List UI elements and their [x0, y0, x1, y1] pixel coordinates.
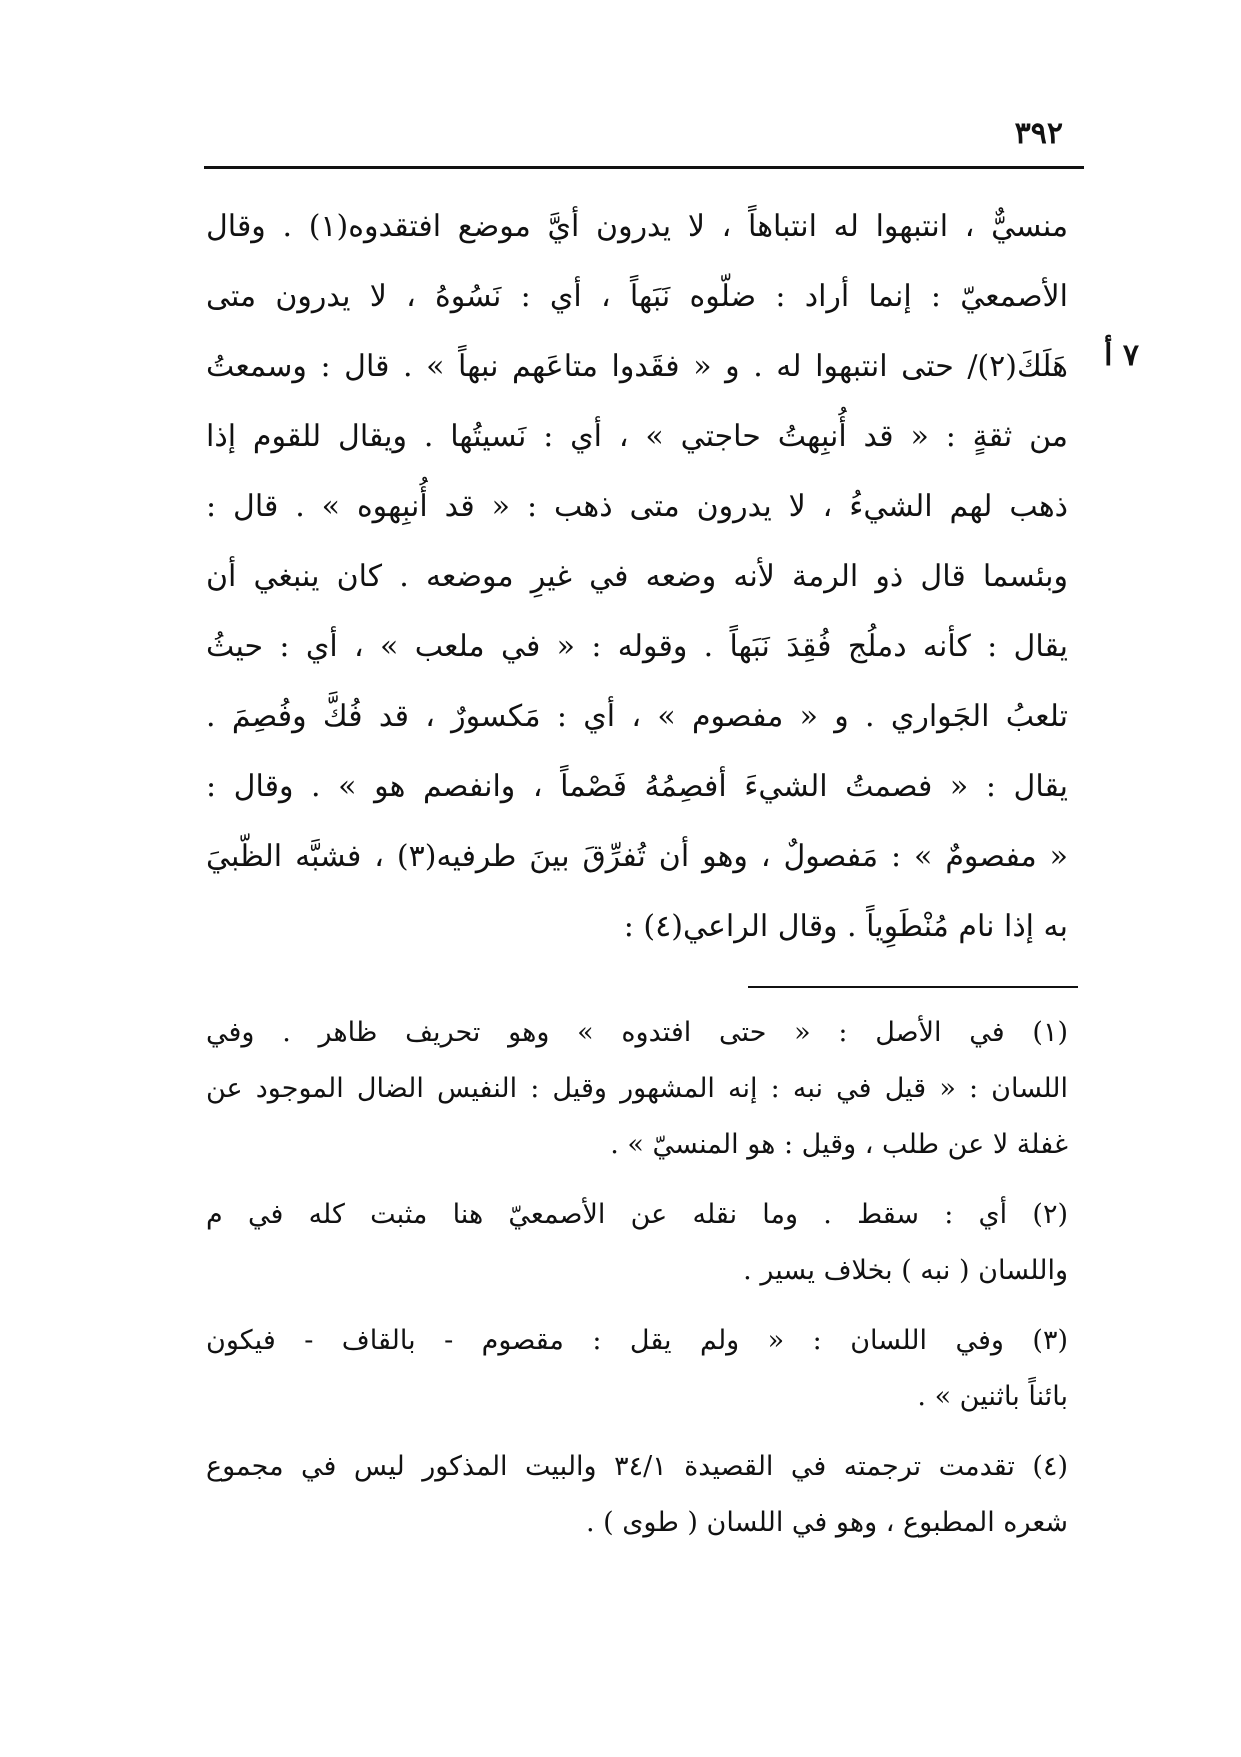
footnote-3: [206, 1313, 1068, 1425]
footnote-line: غفلة لا عن طلب ، وقيل : هو المنسيّ » .: [610, 1129, 1068, 1160]
footnote-line: (٣) وفي اللسان : « ولم يقل : مقصوم - بالقاف - فيكون: [206, 1325, 1068, 1356]
main-text-line: هَلَكَ(٢)/ حتى انتبهوا له . و « فقَدوا متاعَهم نبهاً » . قال : وسمعتُ: [206, 349, 1068, 384]
footnote-rule: [748, 986, 1078, 988]
main-text-line: « مفصومٌ » : مَفصولٌ ، وهو أن تُفرِّقَ بينَ طرفيه(٣) ، فشبَّه الظّبيَ: [206, 839, 1068, 874]
main-text-line: الأصمعيّ : إنما أراد : ضلّوه نَبَهاً ، أي : نَسُوهُ ، لا يدرون متى: [206, 279, 1068, 314]
main-text-line: يقال : « فصمتُ الشيءَ أفصِمُهُ فَصْماً ، وانفصم هو » . وقال :: [206, 769, 1068, 804]
footnote-line: (٤) تقدمت ترجمته في القصيدة ٣٤/١ والبيت المذكور ليس في مجموع: [206, 1451, 1068, 1482]
footnote-line: شعره المطبوع ، وهو في اللسان ( طوى ) .: [585, 1507, 1068, 1538]
main-text-line: به إذا نام مُنْطَوِياً . وقال الراعي(٤) :: [623, 909, 1068, 944]
page-number: ٣٩٢: [1014, 116, 1063, 151]
main-text-line: وبئسما قال ذو الرمة لأنه وضعه في غيرِ موضعه . كان ينبغي أن: [206, 559, 1068, 594]
footnote-gap: [206, 1299, 1068, 1313]
footnote-line: بائناً باثنين » .: [917, 1381, 1068, 1412]
footnote-4: [206, 1439, 1068, 1551]
footnotes: [206, 1005, 1068, 1551]
main-text-line: من ثقةٍ : « قد أُنبِهتُ حاجتي » ، أي : نَسيتُها . ويقال للقوم إذا: [206, 419, 1068, 454]
main-text: [206, 192, 1068, 962]
footnote-line: (٢) أي : سقط . وما نقله عن الأصمعيّ هنا مثبت كله في م: [206, 1199, 1068, 1230]
footnote-1: [206, 1005, 1068, 1173]
footnote-gap: [206, 1173, 1068, 1187]
margin-folio-note: ٧ أ: [1104, 338, 1139, 373]
footnote-line: (١) في الأصل : « حتى افتدوه » وهو تحريف ظاهر . وفي: [206, 1017, 1068, 1048]
footnote-gap: [206, 1425, 1068, 1439]
footnote-line: اللسان : « قيل في نبه : إنه المشهور وقيل : النفيس الضال الموجود عن: [206, 1073, 1068, 1104]
main-text-line: يقال : كأنه دملُج فُقِدَ نَبَهاً . وقوله : « في ملعب » ، أي : حيثُ: [206, 629, 1068, 664]
main-text-line: تلعبُ الجَواري . و « مفصوم » ، أي : مَكسورٌ ، قد فُكَّ وفُصِمَ .: [206, 699, 1068, 734]
footnote-2: [206, 1187, 1068, 1299]
main-text-line: ذهب لهم الشيءُ ، لا يدرون متى ذهب : « قد أُنبِهوه » . قال :: [206, 489, 1068, 524]
header-rule: [204, 166, 1084, 169]
footnote-line: واللسان ( نبه ) بخلاف يسير .: [743, 1255, 1068, 1286]
main-text-line: منسيٌّ ، انتبهوا له انتباهاً ، لا يدرون أيَّ موضع افتقدوه(١) . وقال: [206, 209, 1068, 244]
